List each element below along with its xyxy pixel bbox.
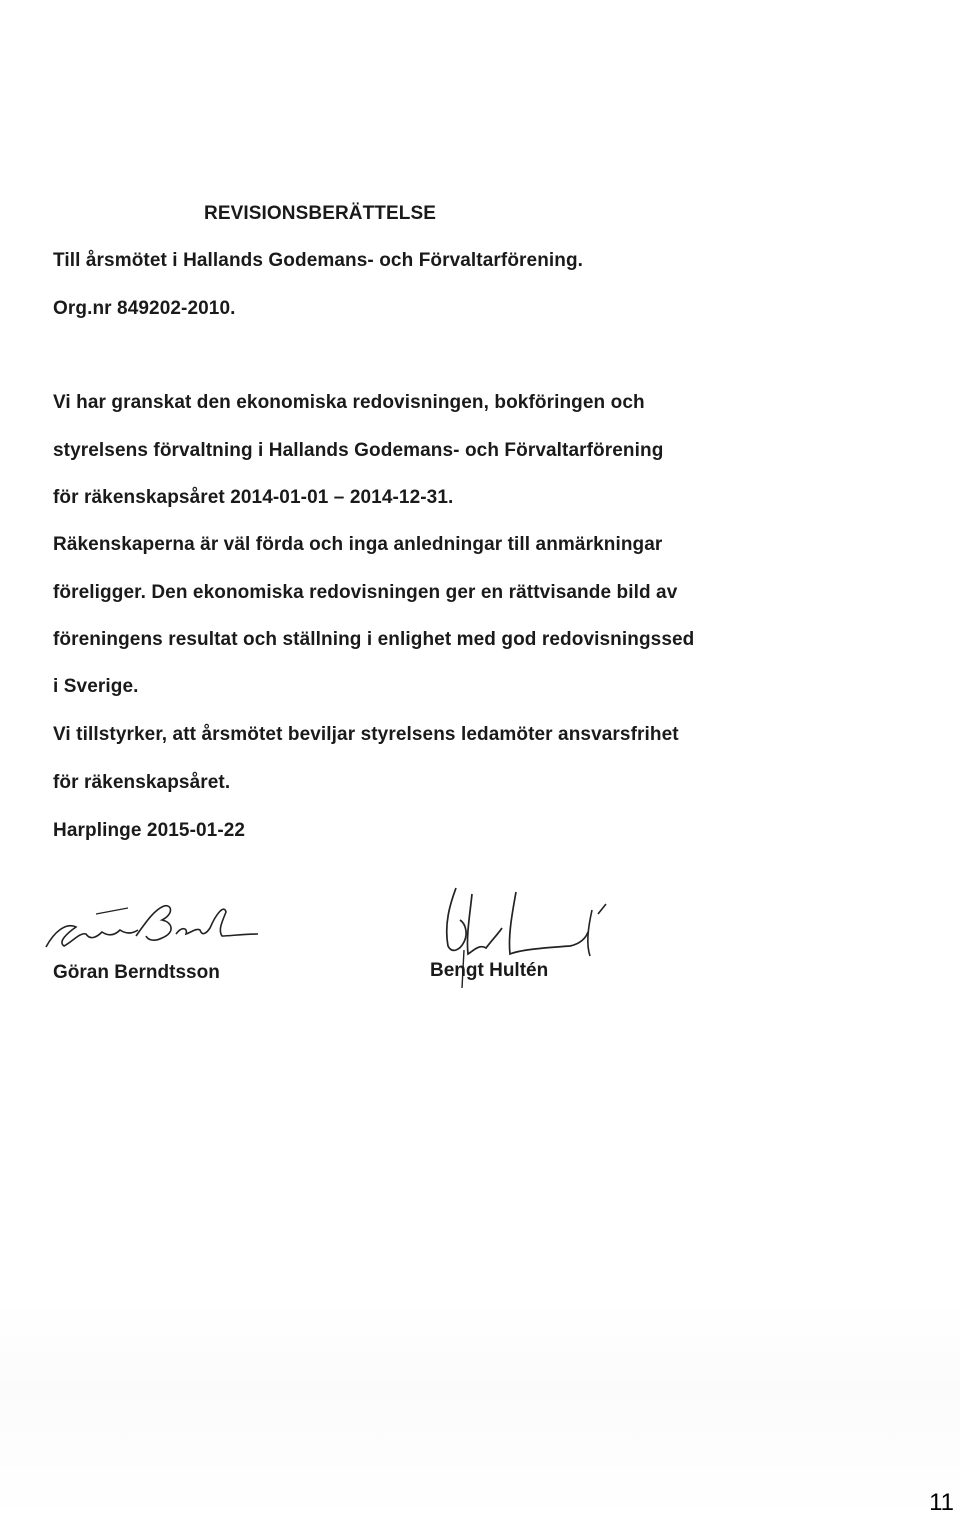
page-number: 11 [929, 1489, 954, 1516]
document-title: REVISIONSBERÄTTELSE [204, 203, 437, 224]
org-number: Org.nr 849202-2010. [53, 298, 236, 319]
signature-goran-berndtsson [36, 892, 266, 964]
body-line-9: för räkenskapsåret. [53, 772, 231, 793]
body-line-1: Vi har granskat den ekonomiska redovisningen, bokföringen och [53, 392, 645, 413]
body-line-7: i Sverige. [53, 676, 139, 697]
body-line-6: föreningens resultat och ställning i enlighet med god redovisningssed [53, 629, 695, 650]
body-line-4: Räkenskaperna är väl förda och inga anledningar till anmärkningar [53, 534, 663, 555]
body-line-3: för räkenskapsåret 2014-01-01 – 2014-12-31. [53, 487, 454, 508]
body-line-8: Vi tillstyrker, att årsmötet beviljar styrelsens ledamöter ansvarsfrihet [53, 724, 679, 745]
signatory-name-1: Göran Berndtsson [53, 962, 220, 983]
recipient-line: Till årsmötet i Hallands Godemans- och Förvaltarförening. [53, 250, 584, 271]
body-line-2: styrelsens förvaltning i Hallands Godemans- och Förvaltarförening [53, 440, 664, 461]
signatory-name-2: Bengt Hultén [430, 960, 549, 981]
place-date: Harplinge 2015-01-22 [53, 820, 246, 841]
body-line-5: föreligger. Den ekonomiska redovisningen ger en rättvisande bild av [53, 582, 678, 603]
scan-shading [0, 1300, 960, 1519]
